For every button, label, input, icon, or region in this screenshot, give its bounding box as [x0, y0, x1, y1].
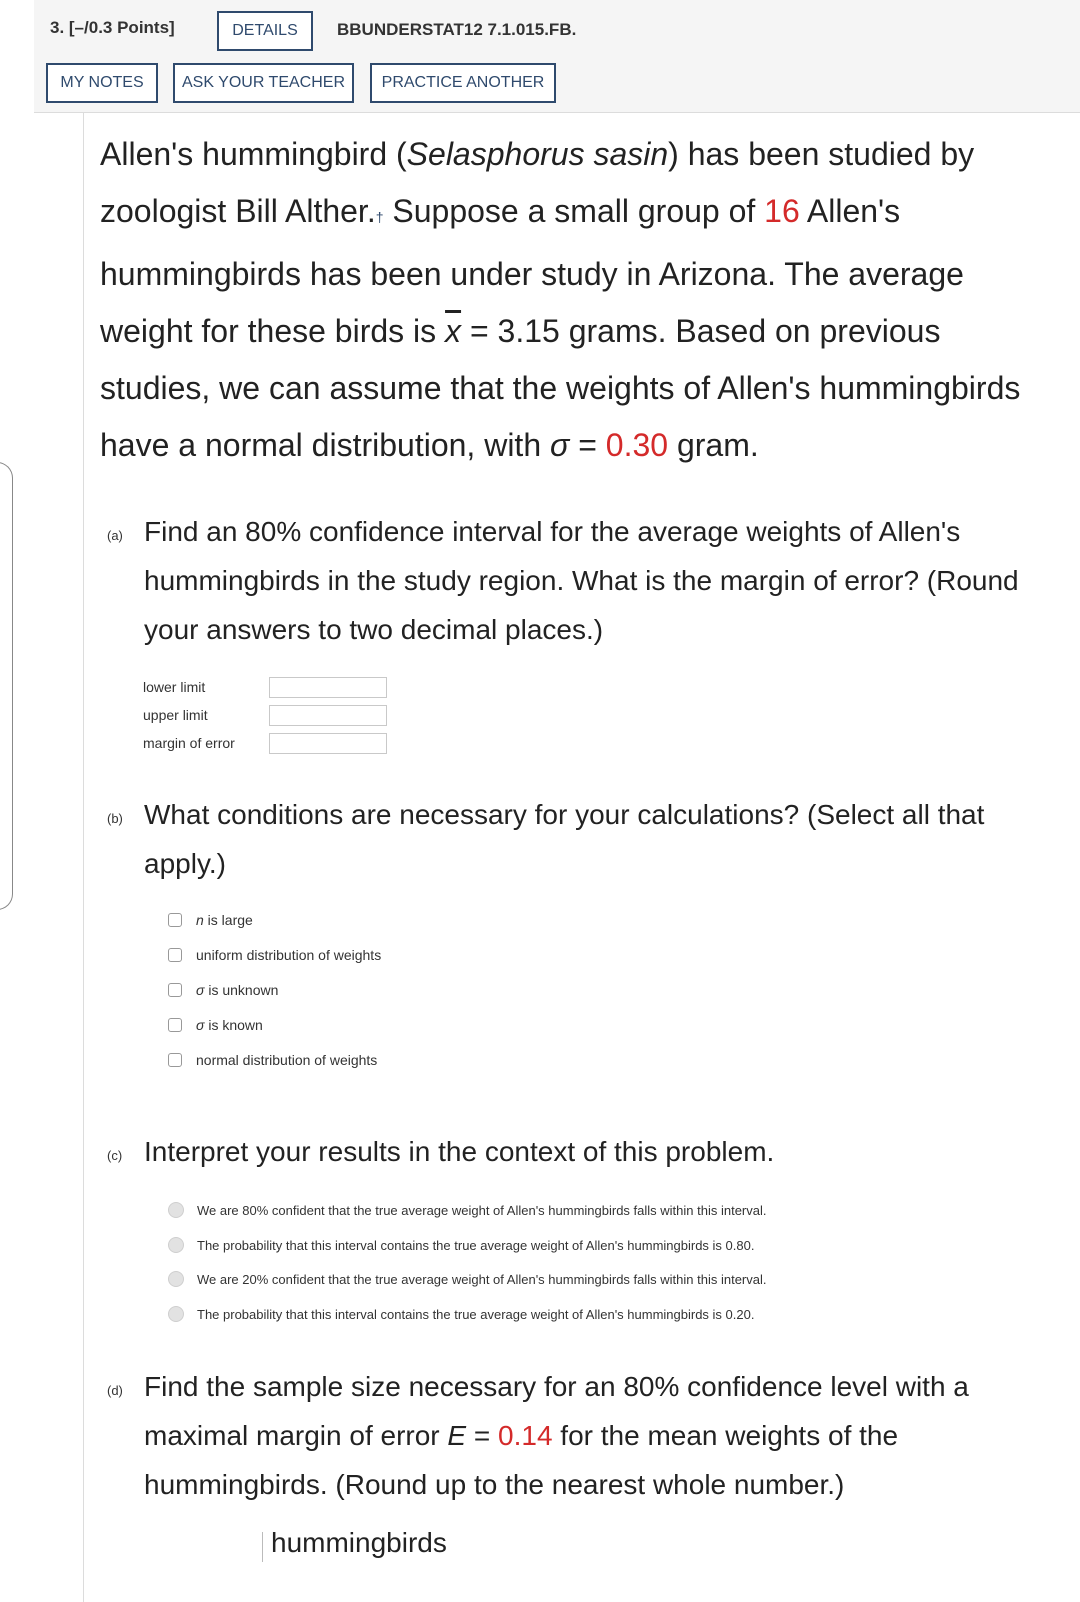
checkbox-normal-distribution[interactable] — [168, 1053, 182, 1067]
part-b-question: What conditions are necessary for your calculations? (Select all that apply.) — [144, 799, 985, 879]
footnote-link[interactable]: † — [375, 209, 384, 225]
upper-limit-input[interactable] — [269, 705, 387, 726]
checkbox-sigma-unknown[interactable] — [168, 983, 182, 997]
sample-size-unit: hummingbirds — [271, 1527, 447, 1558]
part-a-label: (a) — [107, 528, 123, 543]
details-button[interactable]: DETAILS — [217, 11, 313, 51]
checkbox-label: normal distribution of weights — [196, 1052, 378, 1068]
sigma-symbol: σ — [550, 427, 570, 463]
radio-option-label: The probability that this interval contains the true average weight of Allen's hummingbirds is 0.80. — [197, 1238, 755, 1253]
checkbox-sigma-known[interactable] — [168, 1018, 182, 1032]
my-notes-button[interactable]: MY NOTES — [46, 63, 158, 103]
part-a-question: Find an 80% confidence interval for the average weights of Allen's hummingbirds in the study region. What is the margin of error? (Round your answers to two decimal places.) — [144, 516, 1019, 645]
lower-limit-label: lower limit — [143, 679, 206, 695]
question-points-label: 3. [–/0.3 Points] — [50, 18, 175, 37]
lower-limit-input[interactable] — [269, 677, 387, 698]
sample-size-input[interactable] — [262, 1532, 263, 1562]
part-b-label: (b) — [107, 811, 123, 826]
upper-limit-label: upper limit — [143, 707, 208, 723]
part-c-label: (c) — [107, 1148, 123, 1163]
radio-option-label: The probability that this interval contains the true average weight of Allen's hummingbirds is 0.20. — [197, 1307, 755, 1322]
radio-option-label: We are 80% confident that the true average weight of Allen's hummingbirds falls within this interval. — [197, 1203, 767, 1218]
radio-option-1[interactable] — [168, 1202, 184, 1218]
ask-your-teacher-button[interactable]: ASK YOUR TEACHER — [173, 63, 354, 103]
sample-size-value: 16 — [764, 193, 800, 229]
content-left-border — [83, 113, 84, 1602]
margin-of-error-value: 0.14 — [498, 1420, 553, 1451]
checkbox-uniform-distribution[interactable] — [168, 948, 182, 962]
xbar-symbol: $\overline{x}$ — [445, 313, 462, 349]
radio-option-3[interactable] — [168, 1271, 184, 1287]
checkbox-label: σ is unknown — [196, 982, 279, 998]
checkbox-n-large[interactable] — [168, 913, 182, 927]
checkbox-label: n is large — [196, 912, 253, 928]
question-code: BBUNDERSTAT12 7.1.015.FB. — [337, 20, 577, 39]
margin-of-error-input[interactable] — [269, 733, 387, 754]
radio-option-2[interactable] — [168, 1237, 184, 1253]
question-header — [34, 0, 1080, 113]
checkbox-label: uniform distribution of weights — [196, 947, 382, 963]
side-bracket — [0, 462, 13, 910]
margin-of-error-label: margin of error — [143, 735, 235, 751]
radio-option-label: We are 20% confident that the true average weight of Allen's hummingbirds falls within this interval. — [197, 1272, 767, 1287]
part-d-question: Find the sample size necessary for an 80% confidence level with a maximal margin of error E = 0.14 for the mean weights of the hummingbirds. (Round up to the nearest whole number.) — [144, 1371, 969, 1500]
part-c-question: Interpret your results in the context of this problem. — [144, 1136, 775, 1167]
part-d-label: (d) — [107, 1383, 123, 1398]
radio-option-4[interactable] — [168, 1306, 184, 1322]
checkbox-label: σ is known — [196, 1017, 263, 1033]
species-name: Selasphorus sasin — [406, 136, 669, 172]
sigma-value: 0.30 — [605, 427, 669, 463]
problem-statement: Allen's hummingbird (Selasphorus sasin) has been studied by zoologist Bill Alther.† Suppose a small group of 16 Allen's hummingbirds has been under study in Arizona. The average weight for these birds is $\overline{x} = 3.15$ grams. Based on previous studies, we can assume that the weights of Allen's hummingbirds have a normal distribution, with σ = 0.30 gram. — [100, 136, 1021, 463]
practice-another-button[interactable]: PRACTICE ANOTHER — [370, 63, 556, 103]
